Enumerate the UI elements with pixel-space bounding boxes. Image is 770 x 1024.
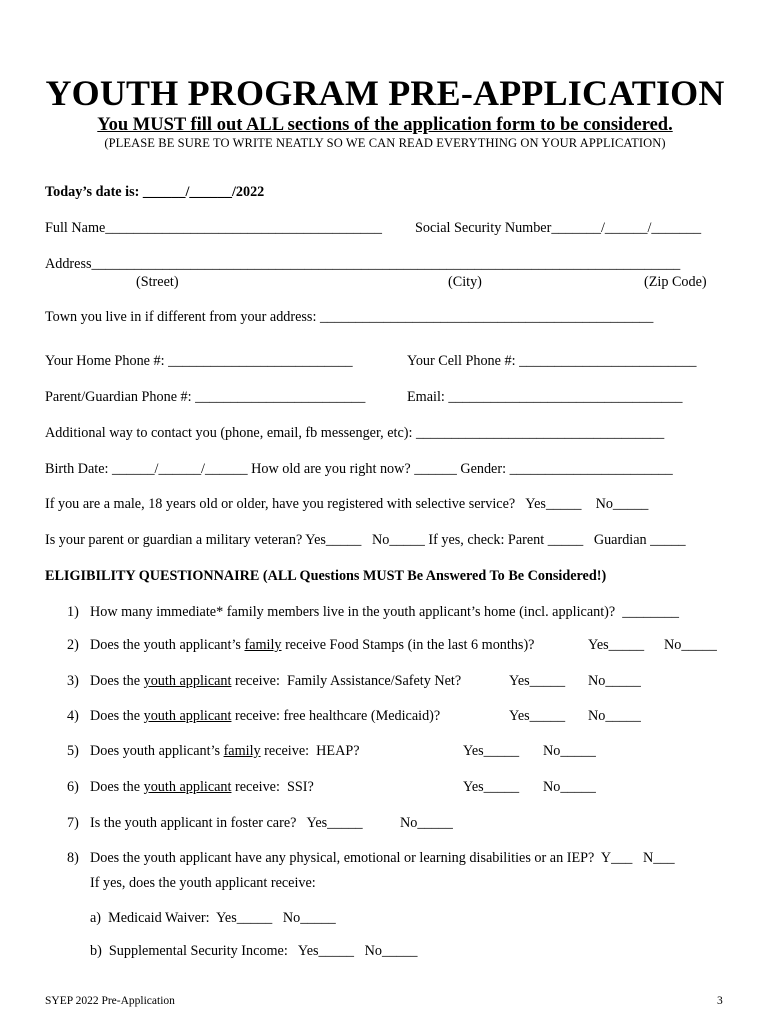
ssn-field[interactable]: Social Security Number_______/______/_______ xyxy=(415,220,702,236)
town-field[interactable]: Town you live in if different from your address: _______________________________________________ xyxy=(45,309,654,325)
no-field[interactable]: No_____ xyxy=(588,708,641,724)
question-text: receive Food Stamps (in the last 6 months)? xyxy=(281,637,535,653)
question-8-followup: If yes, does the youth applicant receive: xyxy=(90,875,316,891)
contact-method-field[interactable]: Additional way to contact you (phone, email, fb messenger, etc): ___________________________________ xyxy=(45,425,665,441)
question-number: 7) xyxy=(67,815,79,831)
question-number: 2) xyxy=(67,637,79,653)
underlined-term: family xyxy=(244,637,282,653)
question-2 xyxy=(90,637,534,654)
question-1[interactable]: How many immediate* family members live in the youth applicant’s home (incl. applicant)? ________ xyxy=(90,604,680,620)
home-phone-field[interactable]: Your Home Phone #: __________________________ xyxy=(45,353,353,369)
yes-field[interactable]: Yes_____ xyxy=(588,637,645,653)
question-text: receive: Family Assistance/Safety Net? xyxy=(231,673,462,689)
guardian-phone-field[interactable]: Parent/Guardian Phone #: ________________________ xyxy=(45,389,366,405)
underlined-term: youth applicant xyxy=(143,779,232,795)
question-text: Does the xyxy=(90,708,144,724)
veteran-field[interactable]: Is your parent or guardian a military veteran? Yes_____ No_____ If yes, check: Parent _____ Guardian _____ xyxy=(45,532,686,548)
no-field[interactable]: No_____ xyxy=(543,779,596,795)
question-text: Does youth applicant’s xyxy=(90,743,224,759)
underlined-term: family xyxy=(223,743,261,759)
question-text: receive: HEAP? xyxy=(260,743,360,759)
question-text: Does the xyxy=(90,779,144,795)
question-number: 1) xyxy=(67,604,79,620)
street-label: (Street) xyxy=(136,274,179,290)
cell-phone-field[interactable]: Your Cell Phone #: _________________________ xyxy=(407,353,697,369)
zip-label: (Zip Code) xyxy=(644,274,707,290)
yes-field[interactable]: Yes_____ xyxy=(463,743,520,759)
question-3 xyxy=(90,673,461,690)
footer-title: SYEP 2022 Pre-Application xyxy=(45,995,175,1007)
question-number: 8) xyxy=(67,850,79,866)
underlined-term: youth applicant xyxy=(143,673,232,689)
birth-age-gender-field[interactable]: Birth Date: ______/______/______ How old are you right now? ______ Gender: _______________________ xyxy=(45,461,673,477)
no-field[interactable]: No_____ xyxy=(664,637,717,653)
yes-field[interactable]: Yes_____ xyxy=(509,708,566,724)
question-4 xyxy=(90,708,440,725)
question-number: 6) xyxy=(67,779,79,795)
todays-date-field[interactable]: Today’s date is: ______/______/2022 xyxy=(45,184,265,200)
underlined-term: youth applicant xyxy=(143,708,232,724)
question-number: 5) xyxy=(67,743,79,759)
question-7[interactable]: Is the youth applicant in foster care? Yes_____ xyxy=(90,815,363,831)
no-field[interactable]: No_____ xyxy=(400,815,453,831)
yes-field[interactable]: Yes_____ xyxy=(509,673,566,689)
ssi-income-field[interactable]: b) Supplemental Security Income: Yes_____ No_____ xyxy=(90,943,418,959)
question-6 xyxy=(90,779,314,796)
form-note: (PLEASE BE SURE TO WRITE NEATLY SO WE CAN READ EVERYTHING ON YOUR APPLICATION) xyxy=(104,136,666,150)
selective-service-field[interactable]: If you are a male, 18 years old or older, have you registered with selective service? Yes_____ No_____ xyxy=(45,496,649,512)
no-field[interactable]: No_____ xyxy=(588,673,641,689)
question-text: receive: SSI? xyxy=(231,779,314,795)
question-8[interactable]: Does the youth applicant have any physical, emotional or learning disabilities or an IEP? Y___ N___ xyxy=(90,850,675,866)
no-field[interactable]: No_____ xyxy=(543,743,596,759)
yes-field[interactable]: Yes_____ xyxy=(463,779,520,795)
form-subtitle: You MUST fill out ALL sections of the application form to be considered. xyxy=(97,115,673,135)
question-number: 3) xyxy=(67,673,79,689)
address-field[interactable]: Address___________________________________________________________________________________ xyxy=(45,256,681,272)
full-name-field[interactable]: Full Name_______________________________________ xyxy=(45,220,382,236)
page-number: 3 xyxy=(717,995,723,1007)
question-5 xyxy=(90,743,360,760)
medicaid-waiver-field[interactable]: a) Medicaid Waiver: Yes_____ No_____ xyxy=(90,910,336,926)
question-number: 4) xyxy=(67,708,79,724)
question-text: Does the youth applicant’s xyxy=(90,637,245,653)
city-label: (City) xyxy=(448,274,482,290)
question-text: receive: free healthcare (Medicaid)? xyxy=(231,708,441,724)
email-field[interactable]: Email: _________________________________ xyxy=(407,389,683,405)
question-text: Does the xyxy=(90,673,144,689)
form-title: YOUTH PROGRAM PRE-APPLICATION xyxy=(45,73,725,113)
eligibility-heading: ELIGIBILITY QUESTIONNAIRE (ALL Questions MUST Be Answered To Be Considered!) xyxy=(45,568,607,584)
